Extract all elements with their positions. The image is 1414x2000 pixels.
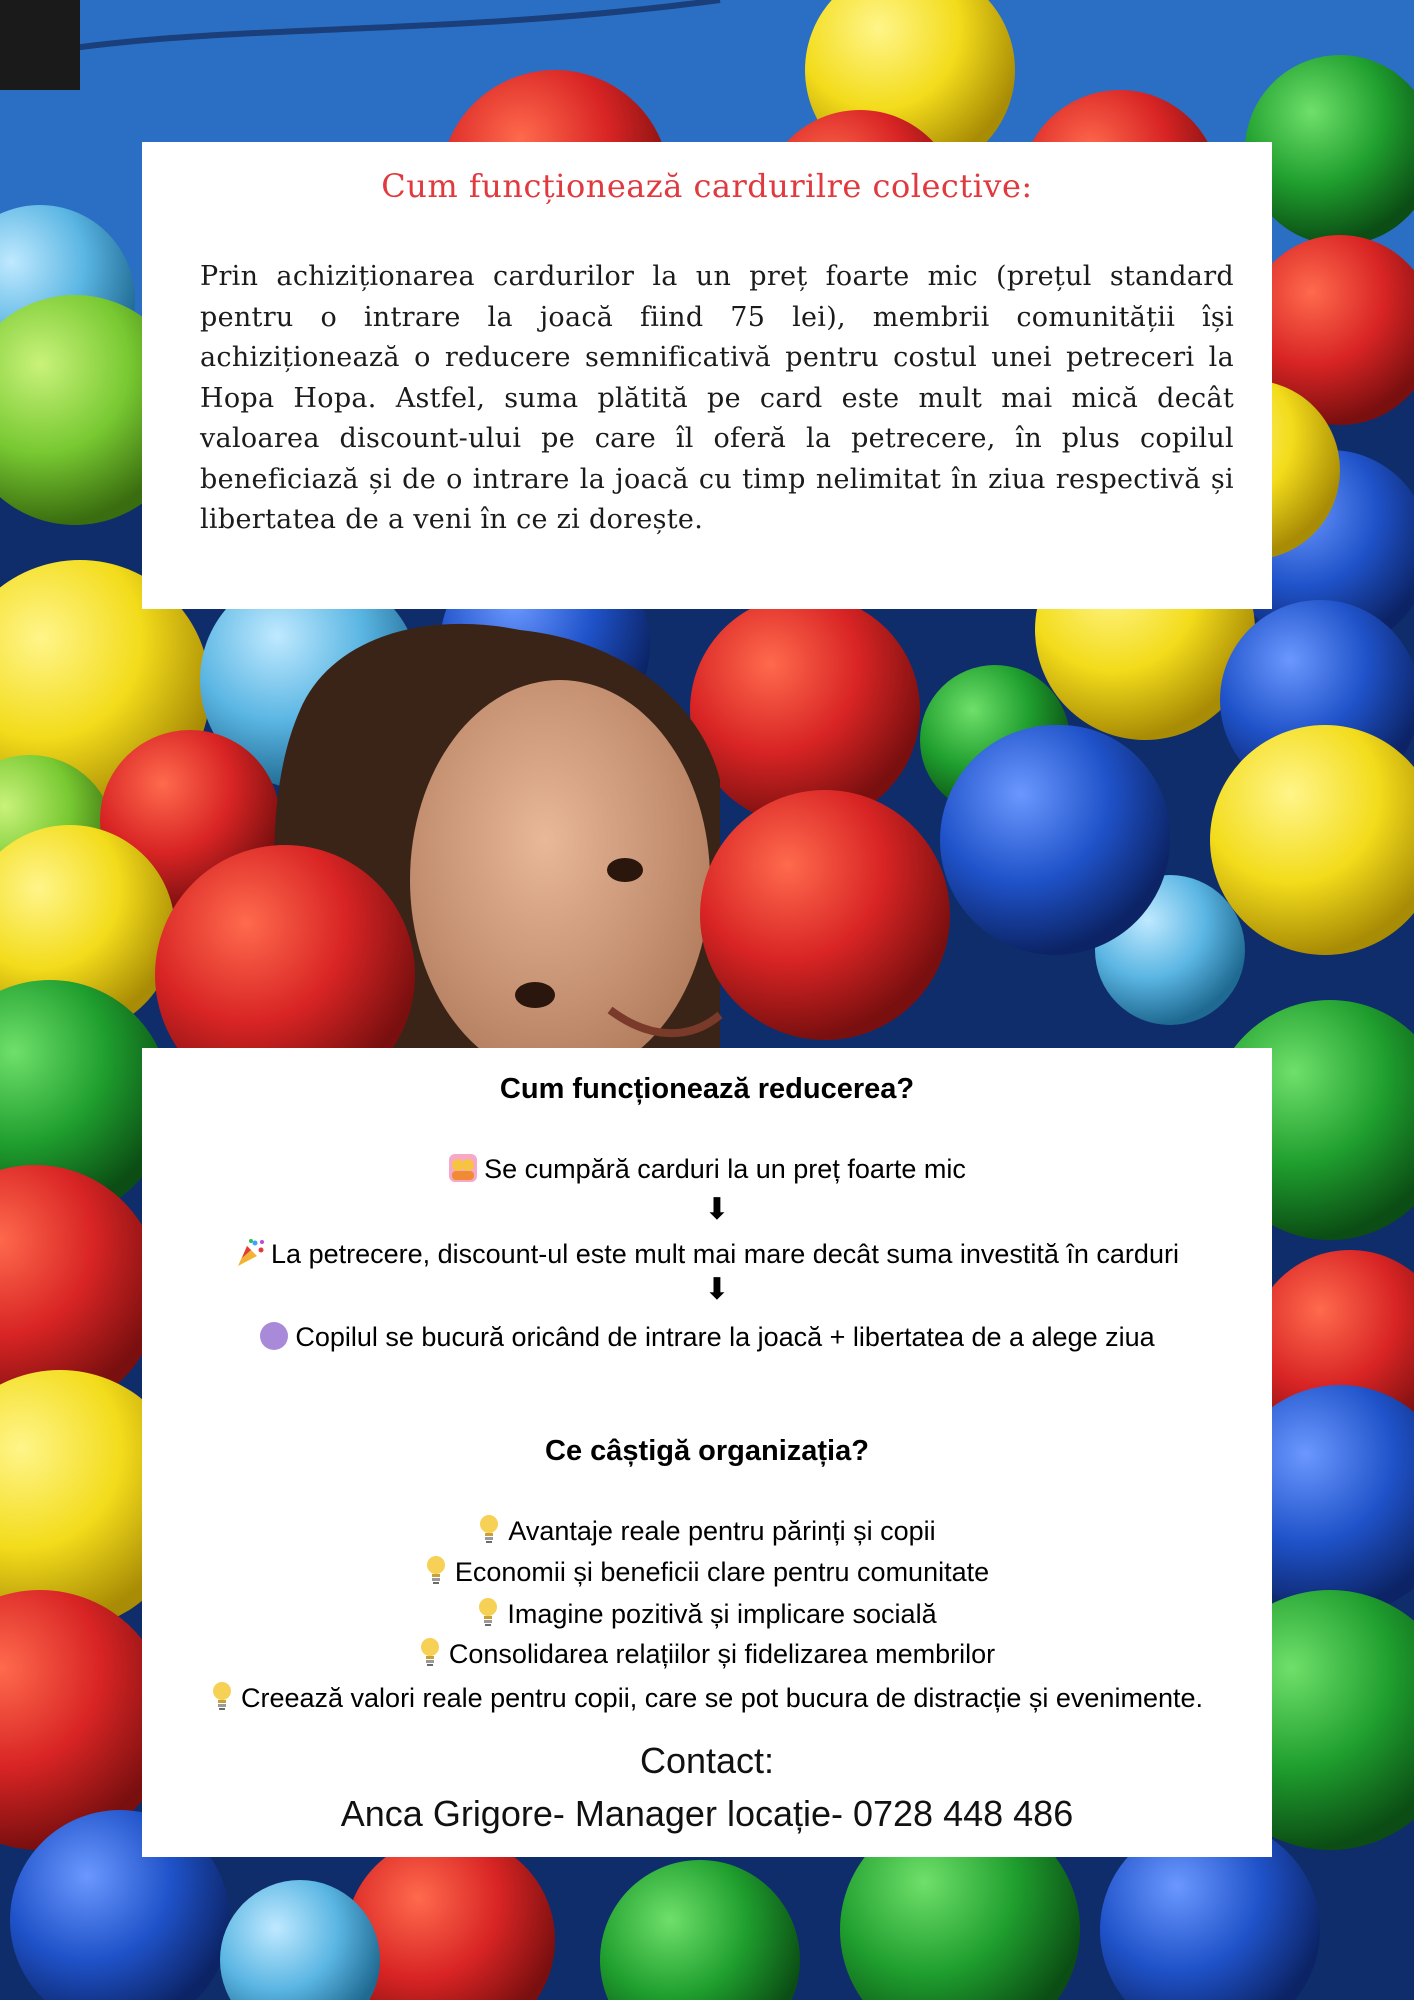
benefits-title: Ce câștigă organizația?: [545, 1435, 869, 1467]
discount-step-1: [142, 1153, 1272, 1185]
child-eye: [607, 858, 643, 882]
benefit-item: Consolidarea relațiilor și fidelizarea membrilor: [142, 1637, 1272, 1670]
benefit-item: Creează valori reale pentru copii, care se pot bucura de distracție și evenimente.: [142, 1681, 1272, 1714]
light-bulb-icon: [419, 1637, 441, 1667]
family-emoji-icon: [448, 1153, 478, 1183]
down-arrow-icon: ⬇: [704, 1193, 730, 1226]
ball: [940, 725, 1170, 955]
down-arrow-icon: ⬇: [704, 1273, 730, 1306]
ball: [600, 1860, 800, 2000]
light-bulb-icon: [478, 1514, 500, 1544]
benefit-item: Economii și beneficii clare pentru comunitate: [142, 1555, 1272, 1588]
discount-step-2-text: La petrecere, discount-ul este mult mai mare decât suma investită în carduri: [271, 1239, 1179, 1269]
benefit-item: Imagine pozitivă și implicare socială: [142, 1597, 1272, 1630]
discount-section: [142, 1048, 1272, 1857]
ball: [690, 595, 920, 825]
party-popper-icon: [235, 1238, 265, 1268]
discount-step-3: [142, 1321, 1272, 1353]
discount-step-3-text: Copilul se bucură oricând de intrare la joacă + libertatea de a alege ziua: [295, 1322, 1155, 1352]
collective-cards-paragraph: Prin achiziționarea cardurilor la un preț foarte mic (prețul standard pentru o intrare la joacă fiind 75 lei), membrii comunității își achiziționează o reducere semnificativă pentru costul unei petreceri la Hopa Hopa. Astfel, suma plătită pe card este mult mai mică decât valoarea discount-ului pe care îl oferă la petrecere, în plus copilul beneficiază și de o intrare la joacă cu timp nelimitat în ziua respectivă și libertatea de a veni în ce zi dorește.: [200, 261, 1234, 535]
contact-label: Contact:: [639, 1740, 775, 1781]
mat-dark-corner: [0, 0, 80, 90]
child-eye: [515, 982, 555, 1008]
benefit-item: Avantaje reale pentru părinți și copii: [142, 1514, 1272, 1547]
contact-person: Anca Grigore- Manager locație- 0728 448 486: [340, 1793, 1074, 1834]
ball: [700, 790, 950, 1040]
collective-cards-section: [142, 142, 1272, 609]
light-bulb-icon: [211, 1681, 233, 1711]
purple-circle-icon: [259, 1321, 289, 1351]
light-bulb-icon: [477, 1597, 499, 1627]
discount-step-2: [142, 1238, 1272, 1270]
light-bulb-icon: [425, 1555, 447, 1585]
collective-cards-title: Cum funcționează cardurilre colective:: [381, 167, 1033, 205]
discount-title: Cum funcționează reducerea?: [499, 1073, 915, 1105]
child-face-skin: [410, 680, 710, 1080]
discount-step-1-text: Se cumpără carduri la un preț foarte mic: [484, 1154, 966, 1184]
